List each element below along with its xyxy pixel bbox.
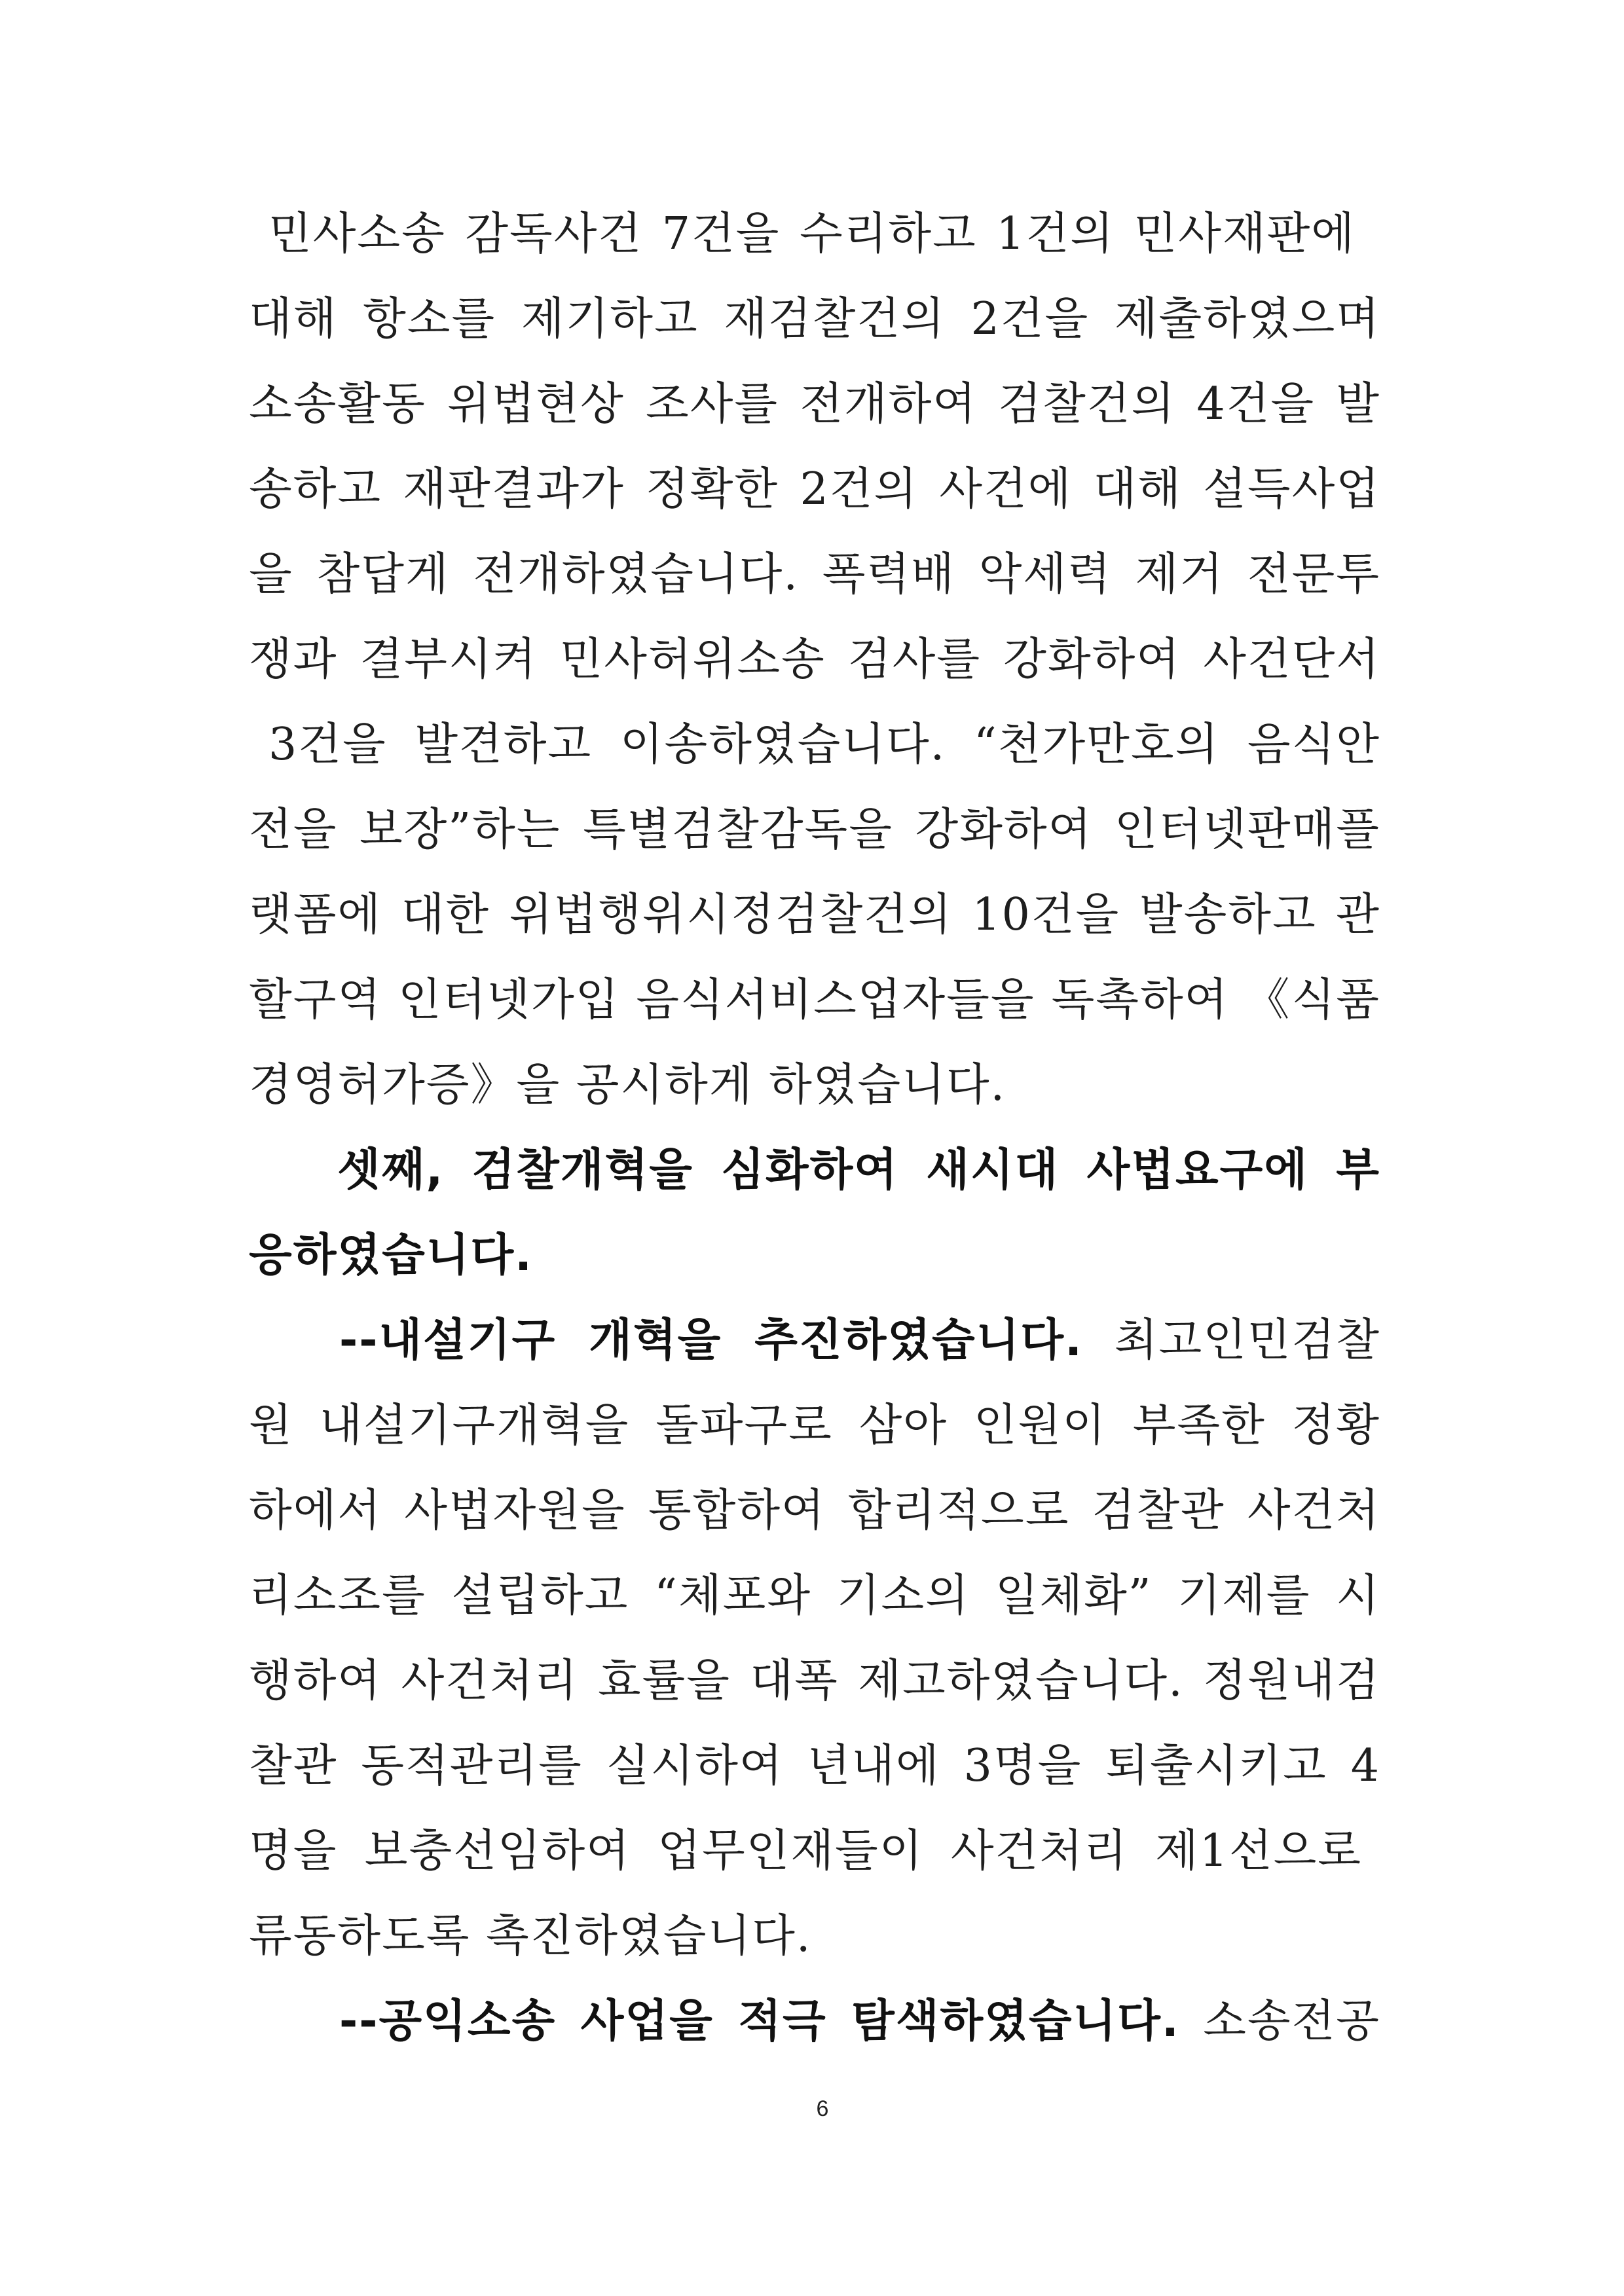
line-text: 명을 보충선임하여 업무인재들이 사건처리 제1선으로 xyxy=(249,1825,1362,1877)
line-text: 3건을 발견하고 이송하였습니다. “천가만호의 음식안 xyxy=(268,719,1380,771)
line-text: 원 내설기구개혁을 돌파구로 삼아 인원이 부족한 정황 xyxy=(249,1400,1380,1451)
subheading-line xyxy=(339,1298,1380,1383)
line-text: 류동하도록 촉진하였습니다. xyxy=(249,1910,812,1962)
line-text: 할구역 인터넷가입 음식서비스업자들을 독촉하여 《식품 xyxy=(249,974,1380,1026)
section-heading-line xyxy=(249,1213,1380,1298)
line-text: 대해 항소를 제기하고 재검찰건의 2건을 제출하였으며 xyxy=(249,293,1380,345)
text-line xyxy=(268,192,1356,277)
section-heading-line xyxy=(337,1128,1380,1213)
line-text: 리소조를 설립하고 “체포와 기소의 일체화” 기제를 시 xyxy=(249,1570,1380,1622)
text-line xyxy=(249,1468,1380,1554)
line-text: 랫폼에 대한 위법행위시정검찰건의 10건을 발송하고 관 xyxy=(249,889,1380,941)
line-text: 전을 보장”하는 특별검찰감독을 강화하여 인터넷판매플 xyxy=(249,804,1380,856)
page-number: 6 xyxy=(816,2096,829,2121)
line-text: 민사소송 감독사건 7건을 수리하고 1건의 민사재판에 xyxy=(268,208,1356,260)
text-line xyxy=(249,1554,1380,1639)
text-line xyxy=(249,362,1380,447)
line-text: 을 참답게 전개하였습니다. 폭력배 악세력 제거 전문투 xyxy=(249,549,1380,600)
text-line xyxy=(249,1639,1380,1724)
subheading-line xyxy=(339,1979,1380,2064)
line-text: 찰관 동적관리를 실시하여 년내에 3명을 퇴출시키고 4 xyxy=(249,1740,1380,1792)
line-text: 소송전공 xyxy=(1203,1995,1380,2047)
text-line xyxy=(249,873,1380,958)
text-line xyxy=(249,1724,1380,1809)
text-line xyxy=(249,788,1380,873)
line-text: 쟁과 결부시켜 민사허위소송 검사를 강화하여 사건단서 xyxy=(249,634,1380,685)
line-bold-text: --공익소송 사업을 적극 탐색하였습니다. xyxy=(339,1995,1180,2047)
line-bold-text: 셋째, 검찰개혁을 심화하여 새시대 사법요구에 부 xyxy=(337,1144,1380,1196)
line-text: 소송활동 위법현상 조사를 전개하여 검찰건의 4건을 발 xyxy=(249,378,1380,430)
line-bold-text: 응하였습니다. xyxy=(249,1230,533,1281)
text-line xyxy=(249,532,1380,617)
text-line xyxy=(249,958,1380,1043)
line-text: 최고인민검찰 xyxy=(1114,1315,1380,1366)
line-text: 송하고 재판결과가 정확한 2건의 사건에 대해 설득사업 xyxy=(249,464,1380,515)
text-line xyxy=(249,617,1380,702)
text-line xyxy=(268,702,1380,788)
text-line xyxy=(249,277,1380,362)
line-bold-text: --내설기구 개혁을 추진하였습니다. xyxy=(339,1315,1083,1366)
text-line xyxy=(249,1043,1380,1128)
text-line xyxy=(249,447,1380,532)
line-text: 행하여 사건처리 효률을 대폭 제고하였습니다. 정원내검 xyxy=(249,1655,1380,1707)
text-line xyxy=(249,1809,1362,1894)
text-line xyxy=(249,1894,1380,1979)
line-text: 경영허가증》을 공시하게 하였습니다. xyxy=(249,1059,1006,1111)
text-line xyxy=(249,1383,1380,1468)
line-text: 하에서 사법자원을 통합하여 합리적으로 검찰관 사건처 xyxy=(249,1485,1380,1537)
